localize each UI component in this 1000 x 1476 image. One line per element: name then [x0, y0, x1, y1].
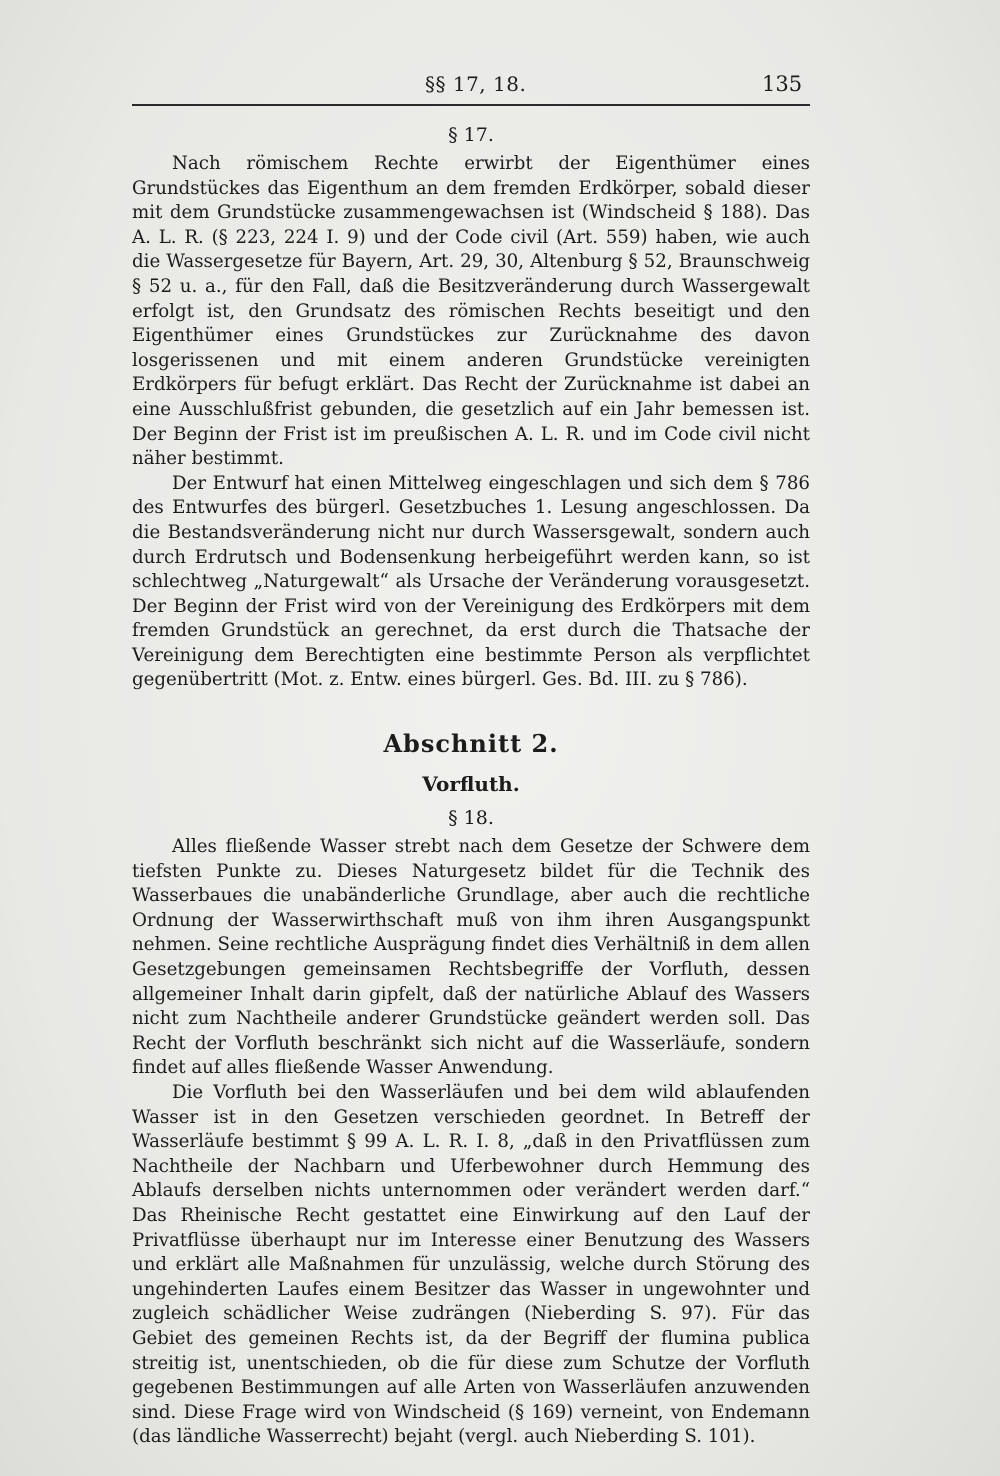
chapter-heading: Abschnitt 2. — [383, 729, 559, 759]
section-18-paragraph-2: Die Vorfluth bei den Wasserläufen und bei dem wild ablaufenden Wasser ist in den Gesetzen verschieden geordnet. In Betreff der Wasserläufe bestimmt § 99 A. L. R. I. 8, „daß in den Privatflüssen zum Nachtheile der Nachbarn und Uferbewohner durch Hemmung des Ablaufs derselben nichts unternommen oder verändert werden darf.“ Das Rheinische Recht gestattet eine Einwirkung auf den Lauf der Privatflüsse überhaupt nur im Interesse einer Benutzung des Wassers und erklärt alle Maßnahmen für unzulässig, welche durch Störung des ungehinderten Laufes einem Besitzer das Wasser in ungewohnter und zugleich schädlicher Weise zudrängen (Nieberding S. 97). Für das Gebiet des gemeinen Rechts ist, da der Begriff der flumina publica streitig ist, unentschieden, ob die für diese zum Schutze der Vorfluth gegebenen Bestimmungen auf alle Arten von Wasserläufen anzuwenden sind. Diese Frage wird von Windscheid (§ 169) verneint, von Endemann (das ländliche Wasserrecht) bejaht (vergl. auch Nieberding S. 101). — [132, 1082, 810, 1448]
section-17-paragraph-1: Nach römischem Rechte erwirbt der Eigenthümer eines Grundstückes das Eigenthum an dem fremden Erdkörper, sobald dieser mit dem Grundstücke zusammengewachsen ist (Windscheid § 188). Das A. L. R. (§ 223, 224 I. 9) und der Code civil (Art. 559) haben, wie auch die Wassergesetze für Bayern, Art. 29, 30, Altenburg § 52, Braunschweig § 52 u. a., für den Fall, daß die Besitzveränderung durch Wassergewalt erfolgt ist, den Grundsatz des römischen Rechts beseitigt und den Eigenthümer eines Grundstückes zur Zurücknahme des davon losgerissenen und mit einem anderen Grundstücke vereinigten Erdkörpers für befugt erklärt. Das Recht der Zurücknahme ist dabei an eine Ausschlußfrist gebunden, die gesetzlich auf ein Jahr bemessen ist. Der Beginn der Frist ist im preußischen A. L. R. und im Code civil nicht näher bestimmt. — [132, 153, 810, 470]
running-head-title: §§ 17, 18. — [425, 72, 527, 96]
page-number: 135 — [762, 72, 803, 96]
page-body — [132, 120, 810, 1450]
header-rule — [132, 104, 810, 106]
section-17-label: § 17. — [448, 124, 494, 146]
section-18-label: § 18. — [448, 807, 494, 830]
section-17-paragraph-2: Der Entwurf hat einen Mittelweg eingeschlagen und sich dem § 786 des Entwurfes des bürgerl. Gesetzbuches 1. Lesung angeschlossen. Da die Bestandsveränderung nicht nur durch Wassersgewalt, sondern auch durch Erdrutsch und Bodensenkung herbeigeführt werden kann, so ist schlechtweg „Naturgewalt“ als Ursache der Veränderung vorausgesetzt. Der Beginn der Frist wird von der Vereinigung des Erdkörpers mit dem fremden Grundstück an gerechnet, da erst durch die Thatsache der Vereinigung dem Berechtigten eine bestimmte Person als verpflichtet gegenübertritt (Mot. z. Entw. eines bürgerl. Ges. Bd. III. zu § 786). — [132, 472, 810, 691]
running-head — [0, 72, 1000, 102]
section-18-paragraph-1: Alles fließende Wasser strebt nach dem Gesetze der Schwere dem tiefsten Punkte zu. Dieses Naturgesetz bildet für die Technik des Wasserbaues die unabänderliche Grundlage, aber auch die rechtliche Ordnung der Wasserwirthschaft muß von ihm ihren Ausgangspunkt nehmen. Seine rechtliche Ausprägung findet dies Verhältniß in dem allen Gesetzgebungen gemeinsamen Rechtsbegriffe der Vorfluth, dessen allgemeiner Inhalt darin gipfelt, daß der natürliche Ablauf des Wassers nicht zum Nachtheile anderer Grundstücke geändert werden soll. Das Recht der Vorfluth beschränkt sich nicht auf die Wasserläufe, sondern findet auf alles fließende Wasser Anwendung. — [132, 836, 810, 1079]
chapter-subheading: Vorfluth. — [422, 772, 520, 797]
